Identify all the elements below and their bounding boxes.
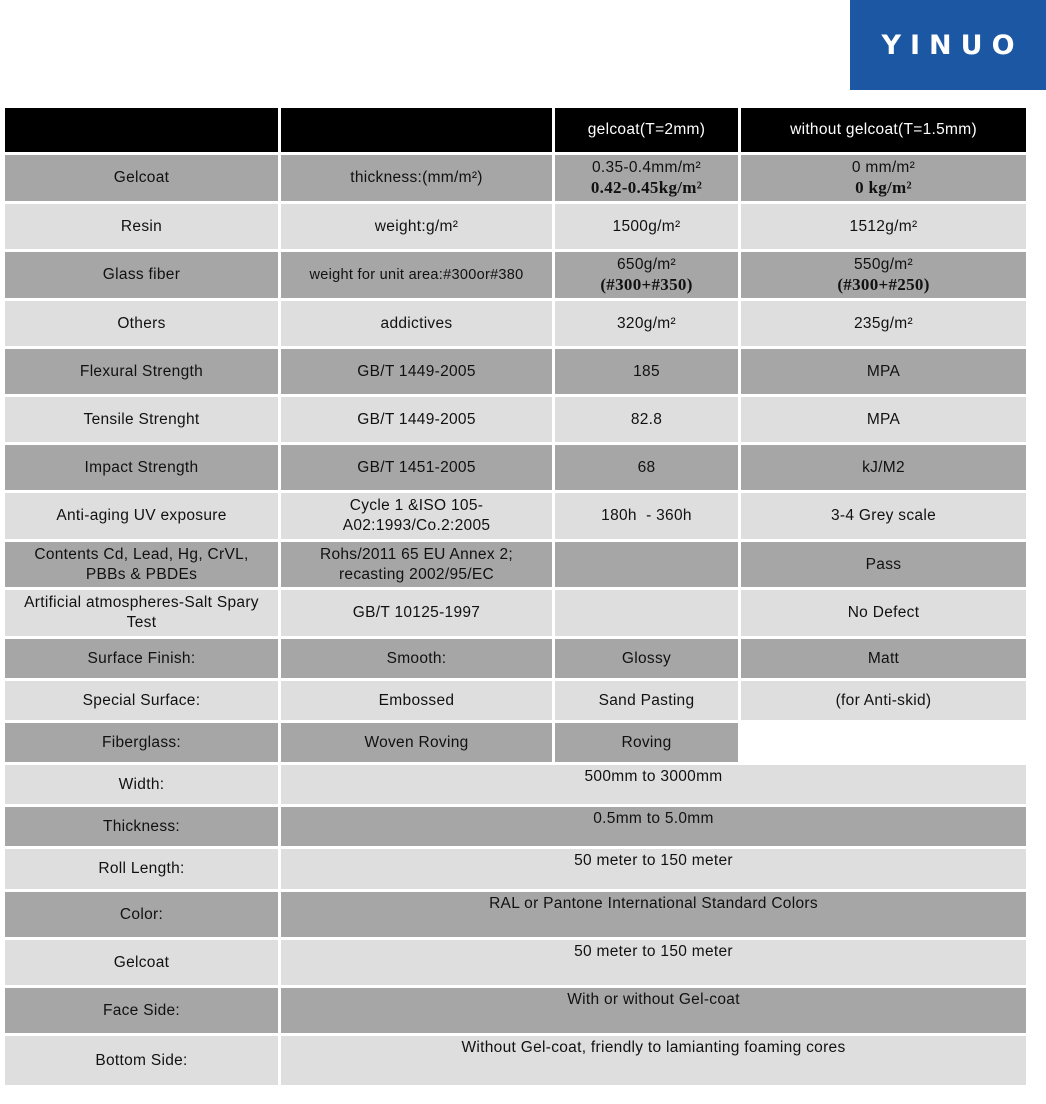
table-row [5,301,1026,346]
row-test: weight:g/m² [281,204,552,249]
option-a: Smooth: [281,639,552,678]
spec-label: Bottom Side: [5,1036,278,1085]
value-line: 0 mm/m² [851,159,916,176]
header-cell-empty-2 [281,108,552,152]
row-test: thickness:(mm/m²) [281,155,552,201]
value-line: 0.35-0.4mm/m² [592,159,701,176]
row-gelcoat-value: 68 [555,445,738,490]
table-row [5,590,1026,636]
row-label [5,590,278,636]
spec-value: With or without Gel-coat [281,988,1026,1033]
row-label: Others [5,301,278,346]
row-label: Tensile Strenght [5,397,278,442]
row-gelcoat-value [555,252,738,298]
row-label: Gelcoat [5,155,278,201]
row-label [5,542,278,587]
spec-label: Thickness: [5,807,278,846]
option-a: Embossed [281,681,552,720]
label-line: Test [126,614,157,631]
row-test: addictives [281,301,552,346]
spec-label: Color: [5,892,278,937]
test-line: recasting 2002/95/EC [338,565,495,583]
spec-value: 50 meter to 150 meter [281,849,1026,889]
test-line: Rohs/2011 65 EU Annex 2; [319,545,514,563]
option-label: Special Surface: [5,681,278,720]
row-without-value: MPA [741,397,1026,442]
label-line: PBBs & PBDEs [85,565,198,583]
row-test: GB/T 1449-2005 [281,397,552,442]
value-line: 0.42-0.45kg/m² [590,178,703,197]
row-gelcoat-value [555,155,738,201]
option-row [5,639,1026,678]
spec-value: 50 meter to 150 meter [281,940,1026,985]
row-without-value: 3-4 Grey scale [741,493,1026,539]
test-line: A02:1993/Co.2:2005 [342,517,491,534]
value-line: (#300+#350) [600,275,693,294]
row-label: Resin [5,204,278,249]
spec-row [5,807,1026,846]
option-label: Surface Finish: [5,639,278,678]
row-gelcoat-value: 82.8 [555,397,738,442]
value-line: 550g/m² [854,256,913,273]
row-test: GB/T 1451-2005 [281,445,552,490]
row-gelcoat-value [555,542,738,587]
row-without-value [741,155,1026,201]
spec-label: Width: [5,765,278,804]
row-test: GB/T 1449-2005 [281,349,552,394]
row-without-value [741,252,1026,298]
spec-row [5,892,1026,937]
spec-value: RAL or Pantone International Standard Colors [281,892,1026,937]
row-without-value: 235g/m² [741,301,1026,346]
option-b: Roving [555,723,738,762]
table-row [5,349,1026,394]
row-label: Anti-aging UV exposure [5,493,278,539]
spec-label: Face Side: [5,988,278,1033]
row-label: Flexural Strength [5,349,278,394]
row-label: Impact Strength [5,445,278,490]
header-cell-empty-1 [5,108,278,152]
table-row [5,204,1026,249]
option-b: Sand Pasting [555,681,738,720]
spec-label: Gelcoat [5,940,278,985]
table-row [5,155,1026,201]
test-line: Cycle 1 &ISO 105- [349,497,484,514]
option-label: Fiberglass: [5,723,278,762]
option-b: Glossy [555,639,738,678]
row-test [281,493,552,539]
value-line: 650g/m² [617,256,676,273]
table-header [5,108,1026,152]
spec-row [5,849,1026,889]
row-without-value: No Defect [741,590,1026,636]
row-test: weight for unit area:#300or#380 [281,252,552,298]
row-gelcoat-value: 185 [555,349,738,394]
value-line: 0 kg/m² [855,178,912,197]
row-gelcoat-value: 1500g/m² [555,204,738,249]
row-without-value: 1512g/m² [741,204,1026,249]
option-c [741,723,1026,762]
option-row [5,723,1026,762]
row-test [281,542,552,587]
spec-value: Without Gel-coat, friendly to lamianting foaming cores [281,1036,1026,1085]
row-test: GB/T 10125-1997 [281,590,552,636]
table-row [5,397,1026,442]
row-without-value: kJ/M2 [741,445,1026,490]
spec-value: 0.5mm to 5.0mm [281,807,1026,846]
row-gelcoat-value: 320g/m² [555,301,738,346]
spec-label: Roll Length: [5,849,278,889]
spec-row [5,940,1026,985]
label-line: Artificial atmospheres-Salt Spary [24,594,259,611]
header-without-gelcoat: without gelcoat(T=1.5mm) [741,108,1026,152]
spec-row [5,988,1026,1033]
row-without-value: Pass [741,542,1026,587]
brand-logo-text: YINUO [881,29,1024,61]
row-label: Glass fiber [5,252,278,298]
label-line: Contents Cd, Lead, Hg, CrVL, [34,545,249,563]
spec-table [5,108,1026,1088]
option-a: Woven Roving [281,723,552,762]
option-row [5,681,1026,720]
spec-row [5,765,1026,804]
table-row [5,445,1026,490]
row-gelcoat-value: 180h - 360h [555,493,738,539]
spec-value: 500mm to 3000mm [281,765,1026,804]
row-gelcoat-value [555,590,738,636]
value-line: (#300+#250) [837,275,930,294]
table-row [5,252,1026,298]
option-c: (for Anti-skid) [741,681,1026,720]
row-without-value: MPA [741,349,1026,394]
option-c: Matt [741,639,1026,678]
header-gelcoat: gelcoat(T=2mm) [555,108,738,152]
spec-row [5,1036,1026,1085]
table-row [5,542,1026,587]
brand-logo [850,0,1046,90]
table-row [5,493,1026,539]
